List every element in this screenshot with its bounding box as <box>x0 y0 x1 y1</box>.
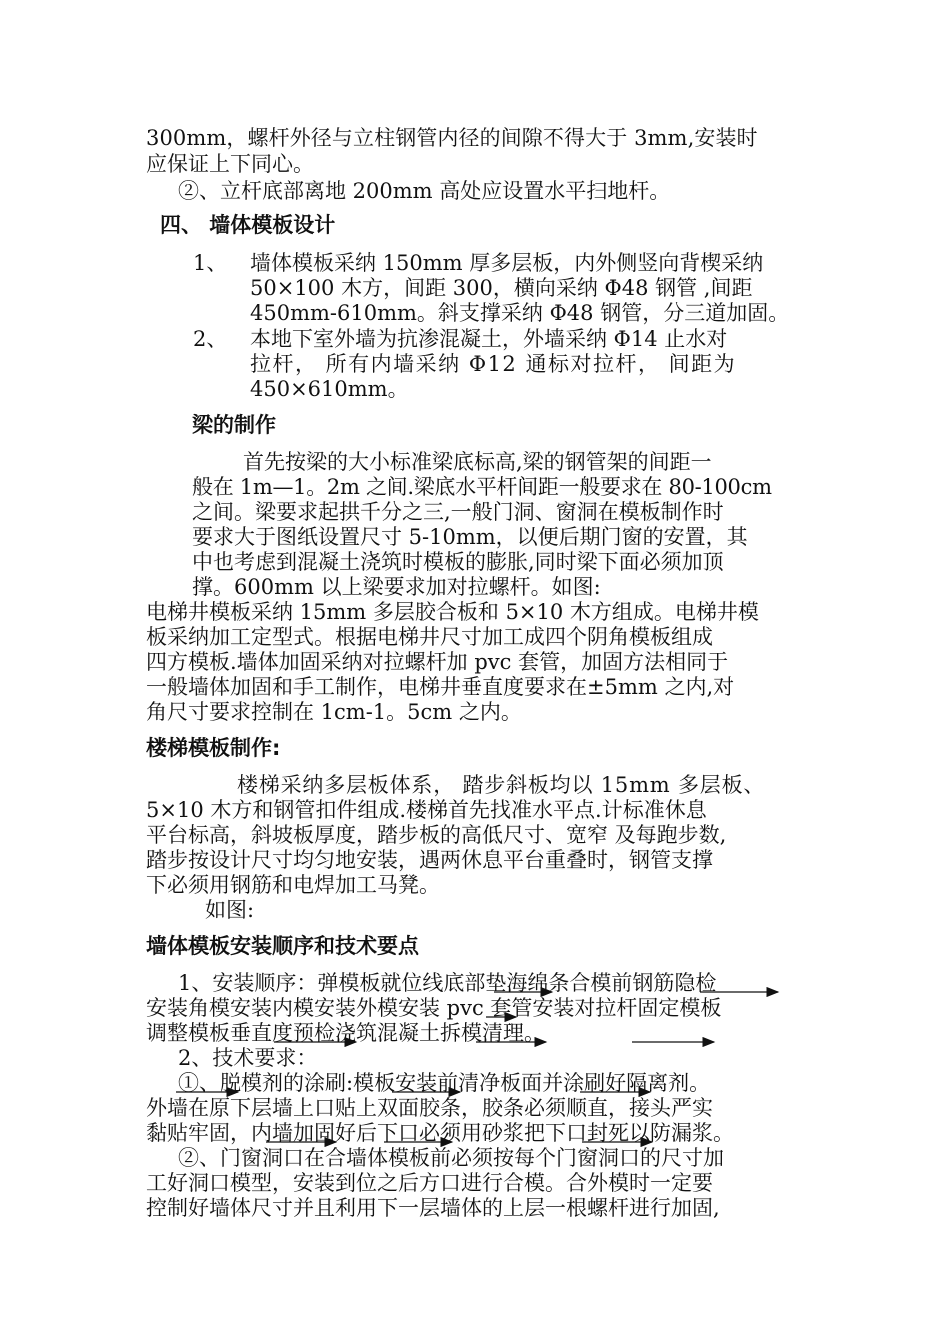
text-line: 墙体模板采纳 150mm 厚多层板，内外侧竖向背楔采纳 <box>250 251 764 275</box>
text-line: 一般墙体加固和手工制作，电梯井垂直度要求在±5mm 之内,对 <box>146 675 735 699</box>
text-line: 调整模板垂直度预检浇筑混凝土拆模清理。 <box>146 1021 545 1045</box>
list-number: 2、 <box>193 327 228 351</box>
text-line: 之间。梁要求起拱千分之三,一般门洞、窗洞在模板制作时 <box>192 500 724 524</box>
list-number: 1、 <box>193 251 228 275</box>
text-line: 要求大于图纸设置尺寸 5-10mm，以便后期门窗的安置，其 <box>192 525 748 549</box>
text-line: 工好洞口模型，安装到位之后方口进行合模。合外模时一定要 <box>146 1171 713 1195</box>
text-line: 楼梯采纳多层板体系， 踏步斜板均以 15mm 多层板、 <box>237 773 766 797</box>
text-line: 应保证上下同心。 <box>146 152 314 176</box>
text-line: 角尺寸要求控制在 1cm-1。5cm 之内。 <box>146 700 522 724</box>
text-line: 本地下室外墙为抗渗混凝土，外墙采纳 Φ14 止水对 <box>250 327 728 351</box>
text-line: 外墙在原下层墙上口贴上双面胶条，胶条必须顺直，接头严实 <box>146 1096 713 1120</box>
text-line: 2、技术要求： <box>178 1046 318 1070</box>
text-line: 踏步按设计尺寸均匀地安装，遇两休息平台重叠时，钢管支撑 <box>146 848 713 872</box>
text-line: 1、安装顺序：弹模板就位线底部垫海绵条合模前钢筋隐检 <box>178 971 717 995</box>
text-line: ①、脱模剂的涂刷:模板安装前清净板面并涂刷好隔离剂。 <box>178 1071 711 1095</box>
text-line: 下必须用钢筋和电焊加工马凳。 <box>146 873 440 897</box>
section-heading: 梁的制作 <box>192 413 276 437</box>
text-line: 如图: <box>205 898 255 922</box>
text-line: 首先按梁的大小标准梁底标高,梁的钢管架的间距一 <box>243 450 712 474</box>
text-line: 300mm，螺杆外径与立柱钢管内径的间隙不得大于 3mm,安装时 <box>146 126 758 150</box>
text-line: 般在 1m—1。2m 之间.梁底水平杆间距一般要求在 80-100cm <box>192 475 772 499</box>
text-line: 50×100 木方，间距 300，横向采纳 Φ48 钢管 ,间距 <box>250 276 753 300</box>
text-line: ②、立杆底部离地 200mm 高处应设置水平扫地杆。 <box>178 179 671 203</box>
text-line: 平台标高，斜坡板厚度，踏步板的高低尺寸、宽窄 及每跑步数, <box>146 823 727 847</box>
section-heading: 四、 墙体模板设计 <box>160 213 336 237</box>
text-line: 5×10 木方和钢管扣件组成.楼梯首先找准水平点.计标准休息 <box>146 798 707 822</box>
text-line: 四方模板.墙体加固采纳对拉螺杆加 pvc 套管，加固方法相同于 <box>146 650 729 674</box>
section-heading: 楼梯模板制作: <box>146 736 281 760</box>
text-line: 450×610mm。 <box>250 377 409 401</box>
text-line: 450mm-610mm。斜支撑采纳 Φ48 钢管，分三道加固。 <box>250 301 790 325</box>
text-line: 安装角模安装内模安装外模安装 pvc 套管安装对拉杆固定模板 <box>146 996 722 1020</box>
text-line: 控制好墙体尺寸并且利用下一层墙体的上层一根螺杆进行加固, <box>146 1196 720 1220</box>
text-line: 黏贴牢固，内墙加固好后下口必须用砂浆把下口封死以防漏浆。 <box>146 1121 734 1145</box>
text-line: 拉杆， 所有内墙采纳 Φ12 通标对拉杆， 间距为 <box>250 352 737 376</box>
section-heading: 墙体模板安装顺序和技术要点 <box>146 934 419 958</box>
text-line: 中也考虑到混凝土浇筑时模板的膨胀,同时梁下面必须加顶 <box>192 550 724 574</box>
text-line: 撑。600mm 以上梁要求加对拉螺杆。如图: <box>192 575 601 599</box>
text-line: 电梯井模板采纳 15mm 多层胶合板和 5×10 木方组成。电梯井模 <box>146 600 759 624</box>
text-line: 板采纳加工定型式。根据电梯井尺寸加工成四个阴角模板组成 <box>146 625 713 649</box>
text-line: ②、门窗洞口在合墙体模板前必须按每个门窗洞口的尺寸加 <box>178 1146 724 1170</box>
